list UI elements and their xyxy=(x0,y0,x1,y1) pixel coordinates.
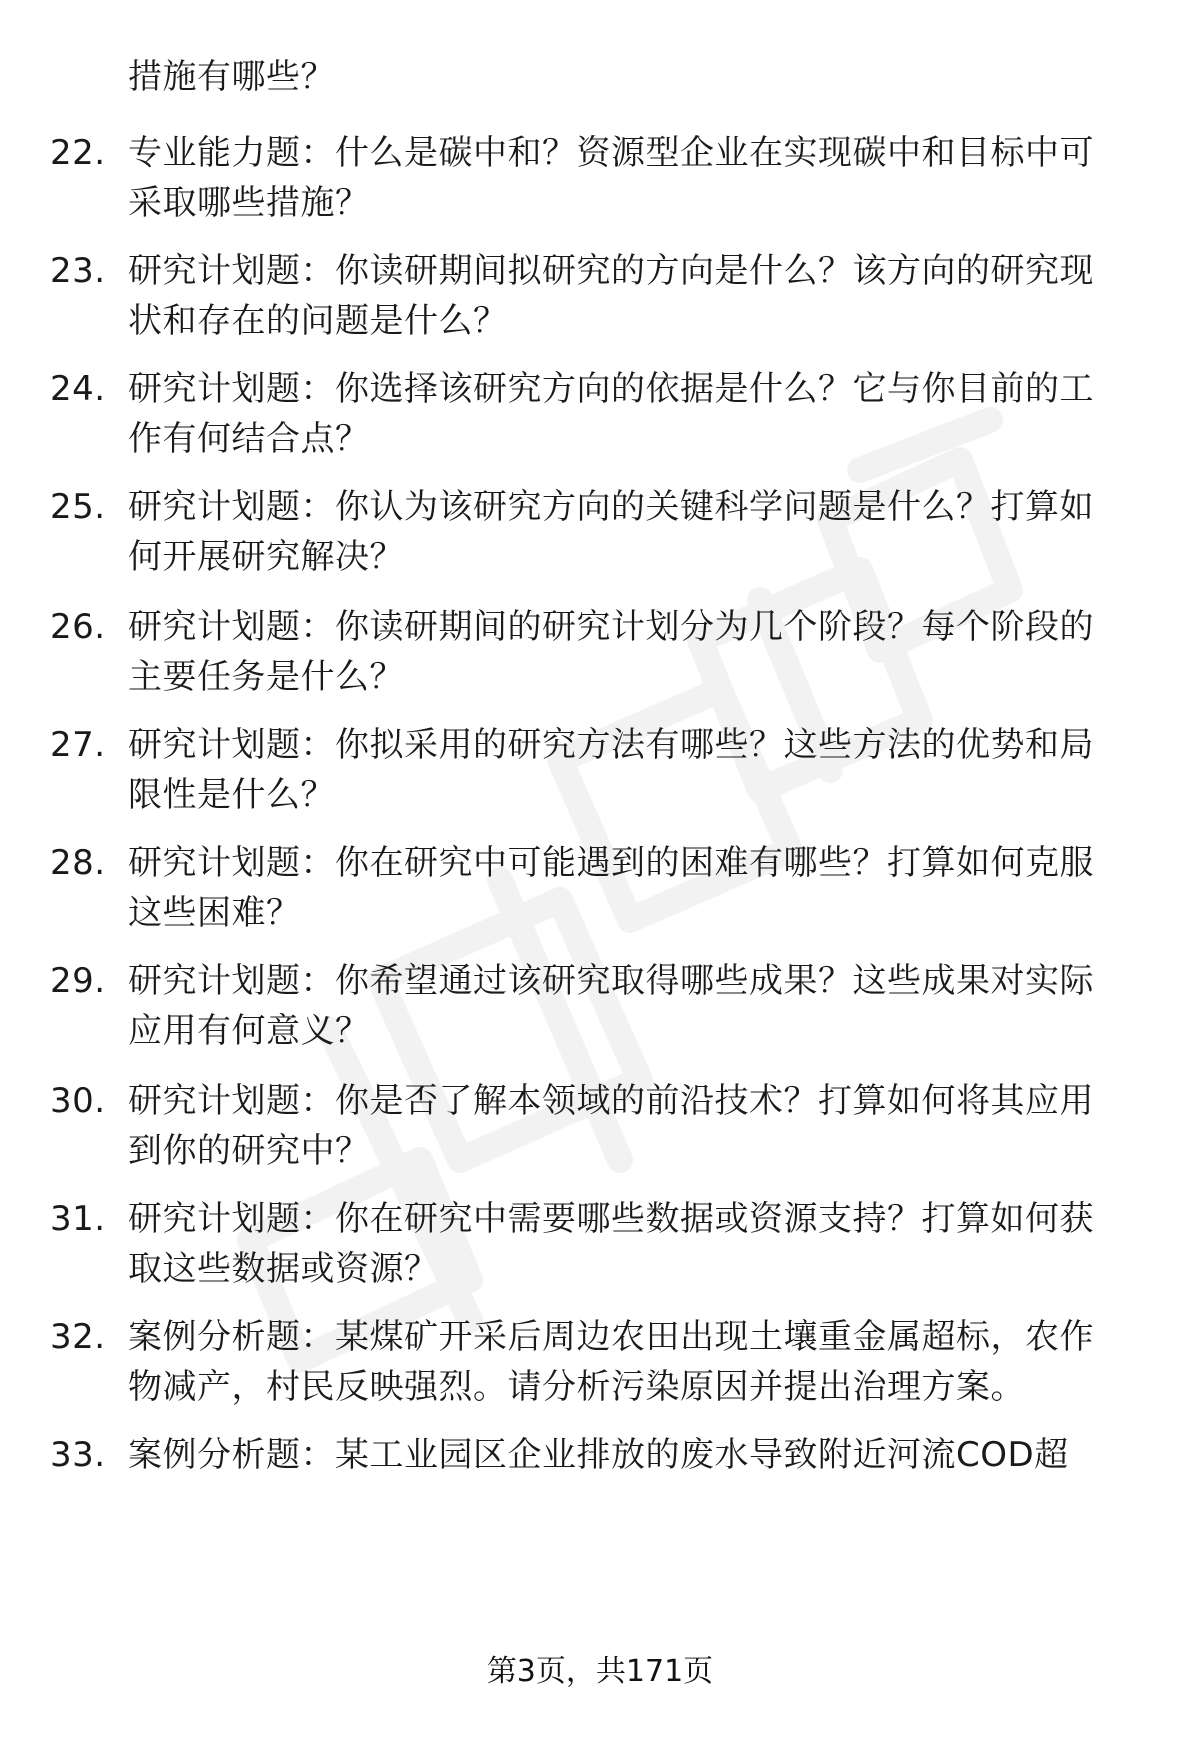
question-line: 研究计划题：你希望通过该研究取得哪些成果？这些成果对实际 xyxy=(128,961,1094,1001)
question-line: 取这些数据或资源？ xyxy=(128,1249,439,1289)
question-line: 限性是什么？ xyxy=(128,775,335,815)
question-line: 专业能力题：什么是碳中和？资源型企业在实现碳中和目标中可 xyxy=(128,133,1094,173)
question-text xyxy=(128,364,1128,464)
question-line: 案例分析题：某煤矿开采后周边农田出现土壤重金属超标，农作 xyxy=(128,1317,1094,1357)
question-text xyxy=(128,52,1128,102)
question-text xyxy=(128,128,1128,228)
question-line: 研究计划题：你读研期间的研究计划分为几个阶段？每个阶段的 xyxy=(128,607,1094,647)
question-line: 物减产，村民反映强烈。请分析污染原因并提出治理方案。 xyxy=(128,1367,1025,1407)
question-text xyxy=(128,1312,1128,1412)
question-number: 32. xyxy=(50,1317,106,1357)
question-number: 26. xyxy=(50,607,106,647)
question-line: 案例分析题：某工业园区企业排放的废水导致附近河流COD超 xyxy=(128,1435,1069,1475)
question-number: 25. xyxy=(50,487,106,527)
question-number: 29. xyxy=(50,961,106,1001)
question-text xyxy=(128,1194,1128,1294)
question-line: 状和存在的问题是什么？ xyxy=(128,301,508,341)
question-text xyxy=(128,1430,1128,1480)
question-line: 这些困难？ xyxy=(128,893,301,933)
question-text xyxy=(128,720,1128,820)
question-line: 何开展研究解决？ xyxy=(128,537,404,577)
question-number: 27. xyxy=(50,725,106,765)
question-number: 33. xyxy=(50,1435,106,1475)
question-text xyxy=(128,838,1128,938)
question-line: 应用有何意义？ xyxy=(128,1011,370,1051)
question-number: 31. xyxy=(50,1199,106,1239)
question-text xyxy=(128,1076,1128,1176)
question-line: 采取哪些措施？ xyxy=(128,183,370,223)
question-number: 30. xyxy=(50,1081,106,1121)
question-line: 研究计划题：你认为该研究方向的关键科学问题是什么？打算如 xyxy=(128,487,1094,527)
question-number: 28. xyxy=(50,843,106,883)
question-line: 研究计划题：你选择该研究方向的依据是什么？它与你目前的工 xyxy=(128,369,1094,409)
question-line: 作有何结合点？ xyxy=(128,419,370,459)
question-line: 研究计划题：你在研究中可能遇到的困难有哪些？打算如何克服 xyxy=(128,843,1094,883)
question-number: 24. xyxy=(50,369,106,409)
question-number: 22. xyxy=(50,133,106,173)
question-number: 23. xyxy=(50,251,106,291)
question-line: 措施有哪些？ xyxy=(128,57,335,97)
question-line: 研究计划题：你在研究中需要哪些数据或资源支持？打算如何获 xyxy=(128,1199,1094,1239)
question-line: 研究计划题：你是否了解本领域的前沿技术？打算如何将其应用 xyxy=(128,1081,1094,1121)
question-text xyxy=(128,956,1128,1056)
question-line: 研究计划题：你拟采用的研究方法有哪些？这些方法的优势和局 xyxy=(128,725,1094,765)
question-text xyxy=(128,482,1128,582)
page-number-footer: 第3页，共171页 xyxy=(486,1654,714,1689)
question-text xyxy=(128,602,1128,702)
question-text xyxy=(128,246,1128,346)
question-line: 到你的研究中？ xyxy=(128,1131,370,1171)
question-line: 研究计划题：你读研期间拟研究的方向是什么？该方向的研究现 xyxy=(128,251,1094,291)
question-line: 主要任务是什么？ xyxy=(128,657,404,697)
